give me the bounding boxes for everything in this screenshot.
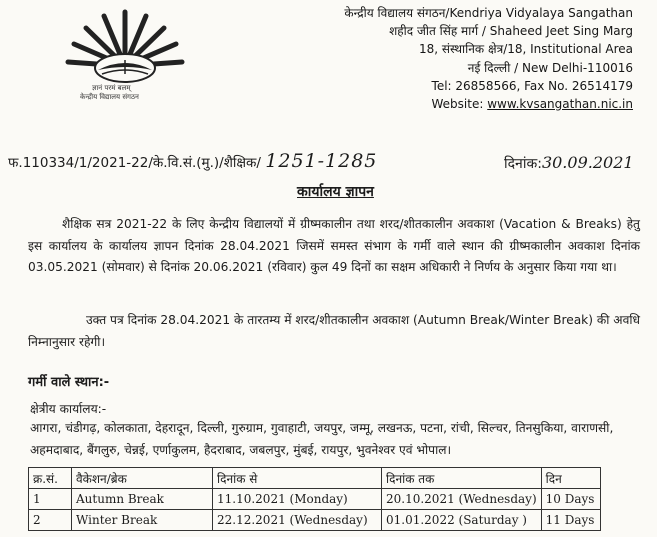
date-value: 30.09.2021	[541, 153, 634, 172]
date-label: दिनांक:	[504, 156, 542, 172]
city-address: नई दिल्ली / New Delhi-110016	[467, 60, 633, 75]
header-from: दिनांक से	[213, 468, 382, 489]
paragraph-2: उक्त पत्र दिनांक 28.04.2021 के तारतम्य में शरद/शीतकालीन अवकाश (Autumn Break/Winter Break) की अवधि निम्नानुसार रहेगी।	[28, 313, 640, 349]
cell-break: Winter Break	[72, 510, 213, 531]
cell-serial: 2	[29, 510, 72, 531]
cell-break: Autumn Break	[72, 489, 213, 510]
area-address: 18, संस्थानिक क्षेत्र/18, Institutional Area	[418, 42, 633, 57]
file-number: फ.110334/1/2021-22/के.वि.सं.(मु.)/शैक्षिक/	[8, 155, 261, 171]
cell-to: 20.10.2021 (Wednesday)	[382, 489, 542, 510]
city-list: आगरा, चंडीगढ़, कोलकाता, देहरादून, दिल्ली, गुरुग्राम, गुवाहाटी, जयपुर, जम्मू, लखनऊ, पटना, रांची, सिल्चर, तिनसुकिया, वाराणसी, अहमदाबाद, बैंगलुरु, चेन्नई, एर्णाकुलम, हैदराबाद, जबलपुर, मुंबई, रायपुर, भुवनेश्वर एवं भोपाल।	[30, 421, 614, 457]
logo-org-name: केन्द्रीय विद्यालय संगठन	[80, 93, 139, 101]
file-reference	[8, 150, 377, 172]
cell-from: 11.10.2021 (Monday)	[213, 489, 382, 510]
cell-serial: 1	[29, 489, 72, 510]
logo-motto: ज्ञानं परमं बलम्	[92, 84, 131, 92]
break-schedule-table	[28, 467, 601, 531]
cell-to: 01.01.2022 (Saturday )	[382, 510, 542, 531]
table-row	[29, 510, 601, 531]
section-heading: गर्मी वाले स्थान:-	[28, 375, 110, 390]
website-label: Website:	[431, 97, 484, 112]
cell-from: 22.12.2021 (Wednesday)	[213, 510, 382, 531]
street-address: शहीद जीत सिंह मार्ग / Shaheed Jeet Sing Marg	[389, 24, 633, 39]
header-break: वैकेशन/ब्रेक	[72, 468, 213, 489]
table-header-row	[29, 468, 601, 489]
zonal-offices-label: क्षेत्रीय कार्यालय:-	[30, 402, 107, 416]
memo-date	[504, 153, 634, 173]
memo-subject: कार्यालय ज्ञापन	[297, 184, 374, 200]
table-row	[29, 489, 601, 510]
cell-days: 11 Days	[541, 510, 600, 531]
handwritten-dispatch-number: 1251-1285	[265, 150, 378, 172]
header-to: दिनांक तक	[382, 468, 542, 489]
header-serial: क्र.सं.	[29, 468, 72, 489]
website-link[interactable]: www.kvsangathan.nic.in	[487, 97, 633, 112]
cell-days: 10 Days	[541, 489, 600, 510]
org-name: केन्द्रीय विद्यालय संगठन/Kendriya Vidyalaya Sangathan	[344, 6, 633, 20]
address-block	[344, 4, 633, 113]
paragraph-1: शैक्षिक सत्र 2021-22 के लिए केन्द्रीय विद्यालयों में ग्रीष्मकालीन तथा शरद/शीतकालीन अवकाश (Vacation & Breaks) हेतु इस कार्यालय के कार्यालय ज्ञापन दिनांक 28.04.2021 जिसमें समस्त संभाग के गर्मी वाले स्थान की ग्रीष्मकालीन अवकाश दिनांक 03.05.2021 (सोमवार) से दिनांक 20.06.2021 (रविवार) कुल 49 दिनों का सक्षम अधिकारी ने निर्णय के अनुसार किया गया था।	[28, 217, 640, 274]
header-days: दिन	[541, 468, 600, 489]
website-line	[344, 95, 633, 113]
phone-fax: Tel: 26858566, Fax No. 26514179	[431, 78, 633, 93]
